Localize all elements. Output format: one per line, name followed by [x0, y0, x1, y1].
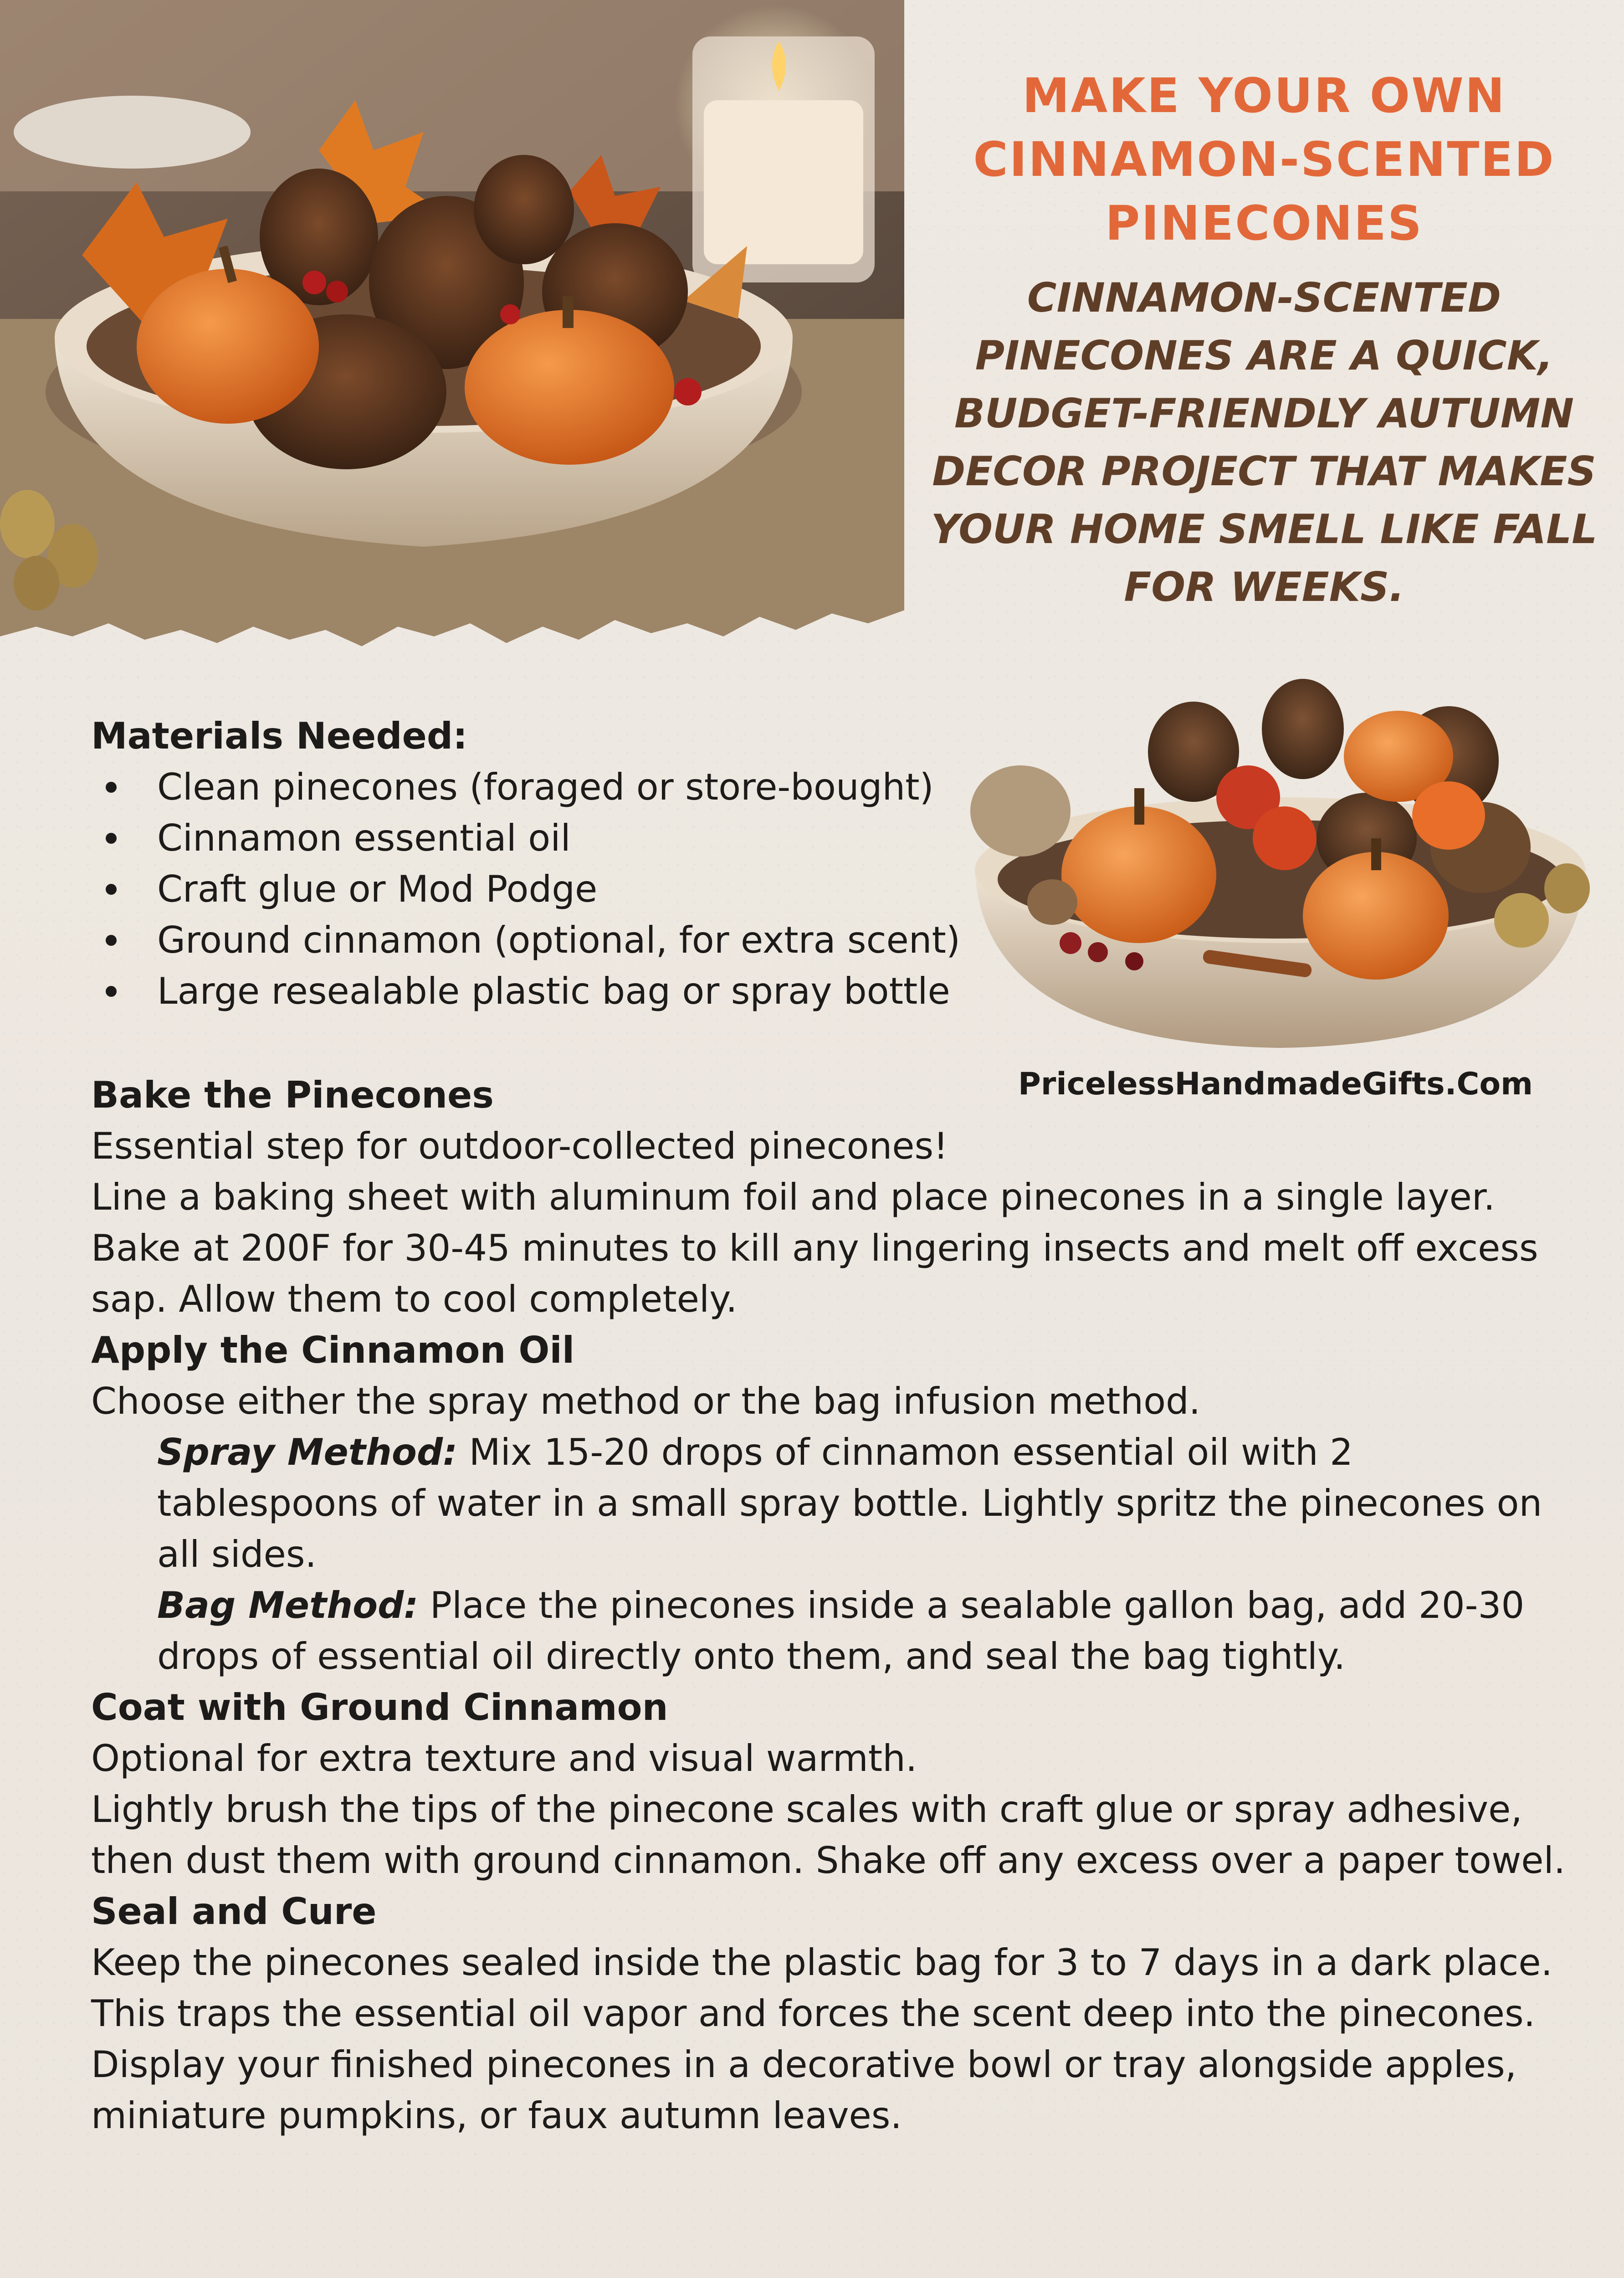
list-item-text: Ground cinnamon (optional, for extra scent)	[157, 919, 961, 961]
list-item-text: Clean pinecones (foraged or store-bought)	[157, 766, 934, 808]
bag-method-text: Place the pinecones inside a sealable gallon bag, add 20-30 drops of essential oil directly onto them, and seal the bag tightly.	[157, 1584, 1525, 1678]
list-item	[91, 966, 1002, 1017]
spray-method-label: Spray Method:	[157, 1431, 458, 1473]
bullet-icon	[106, 986, 117, 997]
materials-list	[91, 762, 1002, 1017]
instructions-section	[91, 1070, 1567, 2141]
materials-heading: Materials Needed:	[91, 715, 468, 757]
coat-line: Lightly brush the tips of the pinecone scales with craft glue or spray adhesive, then dust them with ground cinnamon. Shake off any excess over a paper towel.	[91, 1788, 1566, 1882]
page-title: MAKE YOUR OWN CINNAMON-SCENTED PINECONES	[973, 68, 1555, 251]
bake-line: Bake at 200F for 30-45 minutes to kill any lingering insects and melt off excess sap. Allow them to cool completely.	[91, 1227, 1538, 1320]
coat-line: Optional for extra texture and visual warmth.	[91, 1737, 917, 1780]
bullet-icon	[106, 833, 117, 844]
bowl-pumpkins-pinecones-image	[966, 674, 1594, 1062]
seal-heading: Seal and Cure	[91, 1890, 377, 1933]
list-item	[91, 762, 1002, 813]
hero-photo-bowl-pinecones-candle	[0, 0, 904, 656]
list-item	[91, 864, 1002, 915]
list-item-text: Craft glue or Mod Podge	[157, 868, 598, 910]
spray-method-text: Mix 15-20 drops of cinnamon essential oil with 2 tablespoons of water in a small spray bottle. Lightly spritz the pinecones on all sides.	[157, 1431, 1542, 1575]
bullet-icon	[106, 935, 117, 946]
spray-method	[91, 1427, 1567, 1580]
list-item-text: Cinnamon essential oil	[157, 817, 571, 859]
list-item	[91, 813, 1002, 864]
website-credit: PricelessHandmadeGifts.Com	[1018, 1066, 1533, 1102]
bake-line: Line a baking sheet with aluminum foil and place pinecones in a single layer.	[91, 1176, 1495, 1218]
bullet-icon	[106, 884, 117, 895]
apply-intro: Choose either the spray method or the bag infusion method.	[91, 1380, 1201, 1422]
bullet-icon	[106, 782, 117, 793]
seal-line: Display your finished pinecones in a decorative bowl or tray alongside apples, miniature pumpkins, or faux autumn leaves.	[91, 2043, 1517, 2137]
seal-line: Keep the pinecones sealed inside the plastic bag for 3 to 7 days in a dark place. This traps the essential oil vapor and forces the scent deep into the pinecones.	[91, 1941, 1553, 2035]
intro-text: CINNAMON-SCENTED PINECONES ARE A QUICK, BUDGET-FRIENDLY AUTUMN DECOR PROJECT THAT MAKES YOUR HOME SMELL LIKE FALL FOR WEEKS.	[931, 274, 1598, 611]
bag-method-label: Bag Method:	[157, 1584, 419, 1626]
list-item	[91, 915, 1002, 966]
coat-heading: Coat with Ground Cinnamon	[91, 1686, 668, 1729]
apply-heading: Apply the Cinnamon Oil	[91, 1329, 575, 1371]
materials-section	[91, 711, 1002, 1017]
bag-method	[91, 1580, 1567, 1682]
list-item-text: Large resealable plastic bag or spray bottle	[157, 970, 950, 1012]
bake-heading: Bake the Pinecones	[91, 1074, 494, 1116]
bake-line: Essential step for outdoor-collected pinecones!	[91, 1125, 948, 1167]
